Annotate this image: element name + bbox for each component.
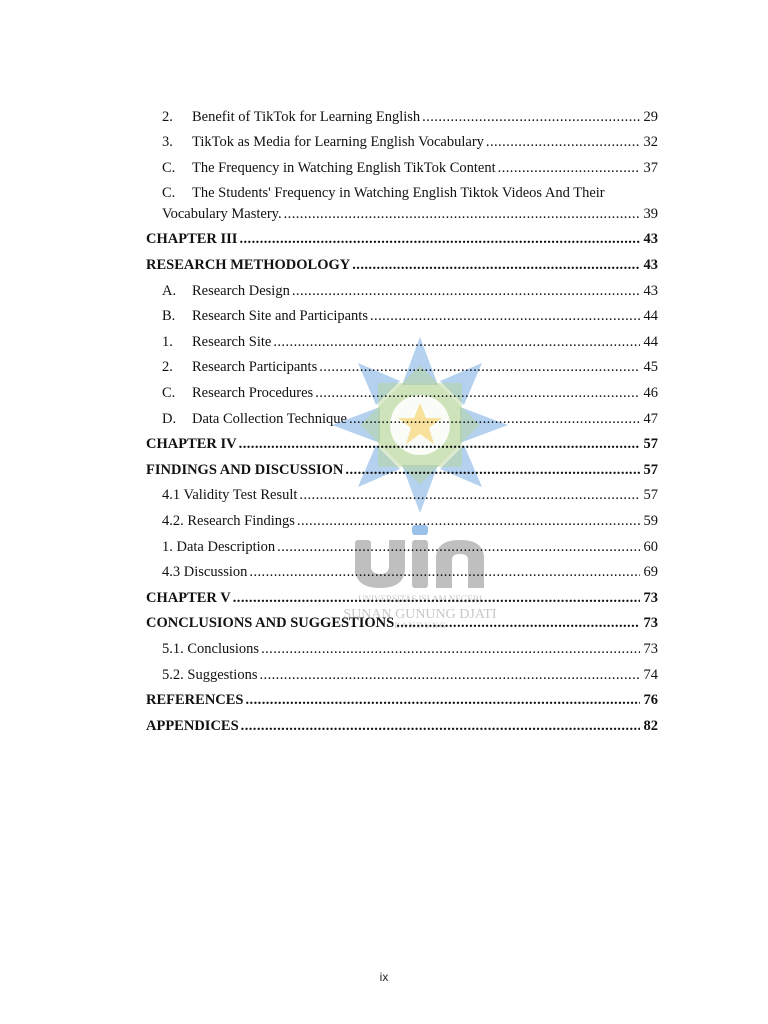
toc-leader-dots <box>292 282 640 300</box>
page-number-footer: ix <box>379 970 389 984</box>
toc-chapter-entry <box>146 453 658 479</box>
toc-entry-title: Data Collection Technique <box>192 410 347 427</box>
toc-leader-dots <box>261 640 640 658</box>
toc-entry-title: REFERENCES <box>146 692 244 709</box>
toc-entry-number: C. <box>162 385 176 402</box>
toc-entry-page: 43 <box>643 257 658 274</box>
toc-entry-page: 44 <box>643 333 658 350</box>
toc-entry-title: CHAPTER IV <box>146 436 237 453</box>
toc-entry-page: 43 <box>643 282 658 299</box>
toc-entry-title: 4.3 Discussion <box>162 564 248 581</box>
toc-leader-dots <box>370 307 640 325</box>
toc-entry <box>146 126 658 152</box>
toc-chapter-entry <box>146 709 658 735</box>
watermark-line3: B A N D U N G <box>394 621 446 630</box>
toc-entry-number: C. <box>162 185 176 202</box>
toc-entry-page: 32 <box>643 134 658 151</box>
toc-entry-page: 37 <box>643 159 658 176</box>
toc-entry-title-line1: The Students' Frequency in Watching English Tiktok Videos And Their <box>192 185 605 202</box>
toc-leader-dots <box>345 461 640 479</box>
toc-chapter-entry <box>146 684 658 710</box>
toc-entry-title: Research Participants <box>192 359 318 376</box>
toc-entry-title: 1. Data Description <box>162 538 276 555</box>
toc-entry-page: 60 <box>643 538 658 555</box>
toc-entry <box>146 504 658 530</box>
toc-leader-dots <box>277 538 640 556</box>
toc-entry-multiline <box>146 177 658 223</box>
toc-entry <box>146 100 658 126</box>
toc-entry <box>146 632 658 658</box>
toc-entry-number: D. <box>162 410 177 427</box>
toc-entry-title: CHAPTER III <box>146 231 238 248</box>
toc-leader-dots <box>299 486 640 504</box>
toc-entry-title: Research Site <box>192 333 272 350</box>
toc-entry-page: 73 <box>643 615 658 632</box>
toc-entry-number: 2. <box>162 108 173 125</box>
toc-leader-dots <box>319 358 640 376</box>
toc-entry-page: 59 <box>643 513 658 529</box>
toc-entry-page: 57 <box>643 436 658 453</box>
toc-entry-title: Research Site and Participants <box>192 308 368 325</box>
toc-entry <box>146 325 658 351</box>
toc-entry-title: 4.1 Validity Test Result <box>162 487 298 504</box>
toc-entry-number: B. <box>162 308 176 325</box>
toc-entry-title: 4.2. Research Findings <box>162 513 295 529</box>
toc-entry-page: 57 <box>643 461 658 478</box>
toc-leader-dots <box>241 717 640 735</box>
toc-entry-page: 39 <box>643 205 658 222</box>
toc-entry-title: CONCLUSIONS AND SUGGESTIONS <box>146 615 395 632</box>
toc-chapter-entry <box>146 428 658 454</box>
watermark-line1: UNIVERSITAS ISLAM NEGERI <box>358 594 482 604</box>
toc-entry-title: 5.1. Conclusions <box>162 640 260 657</box>
toc-entry-page: 69 <box>643 564 658 581</box>
toc-entry <box>146 351 658 377</box>
toc-entry-number: C. <box>162 159 176 176</box>
toc-leader-dots <box>273 333 640 351</box>
toc-leader-dots <box>396 614 640 632</box>
toc-entry-title: RESEARCH METHODOLOGY <box>146 257 351 274</box>
toc-chapter-entry <box>146 607 658 633</box>
toc-entry-title: APPENDICES <box>146 717 239 734</box>
watermark-line2: SUNAN GUNUNG DJATI <box>343 607 497 622</box>
toc-leader-dots <box>498 159 640 177</box>
toc-entry-page: 74 <box>643 666 658 683</box>
toc-entry-page: 57 <box>643 487 658 504</box>
toc-entry-page: 73 <box>643 640 658 657</box>
toc-leader-dots <box>233 589 640 607</box>
toc-leader-dots <box>422 108 640 126</box>
toc-entry-page: 46 <box>643 385 658 402</box>
toc-entry-title: 5.2. Suggestions <box>162 666 258 683</box>
toc-entry-page: 82 <box>643 717 658 734</box>
toc-entry-page: 29 <box>643 108 658 125</box>
toc-leader-dots <box>315 384 640 402</box>
toc-entry-number: 1. <box>162 333 173 350</box>
toc-entry <box>146 274 658 300</box>
toc-entry-title: Benefit of TikTok for Learning English <box>192 108 421 125</box>
toc-entry <box>146 402 658 428</box>
toc-entry <box>146 151 658 177</box>
toc-entry-page: 43 <box>643 231 658 248</box>
toc-leader-dots <box>246 691 641 709</box>
toc-entry <box>146 376 658 402</box>
toc-entry-number: A. <box>162 282 177 299</box>
toc-entry-page: 76 <box>643 692 658 709</box>
toc-entry-page: 44 <box>643 308 658 325</box>
toc-leader-dots <box>259 666 640 684</box>
table-of-contents <box>146 100 658 735</box>
toc-entry <box>146 530 658 556</box>
toc-entry-number: 2. <box>162 359 173 376</box>
toc-leader-dots <box>239 435 640 453</box>
toc-leader-dots <box>297 512 640 530</box>
toc-leader-dots <box>486 133 640 151</box>
toc-entry-title-line2: Vocabulary Mastery. <box>162 205 282 222</box>
toc-chapter-entry <box>146 581 658 607</box>
toc-entry-title: FINDINGS AND DISCUSSION <box>146 461 344 478</box>
toc-entry <box>146 479 658 505</box>
toc-leader-dots <box>284 205 640 223</box>
toc-entry <box>146 556 658 582</box>
toc-chapter-entry <box>146 248 658 274</box>
toc-entry-title: Research Procedures <box>192 385 314 402</box>
toc-leader-dots <box>349 410 640 428</box>
toc-entry <box>146 658 658 684</box>
toc-leader-dots <box>352 256 640 274</box>
toc-leader-dots <box>249 563 640 581</box>
toc-entry-number: 3. <box>162 134 173 151</box>
toc-entry-title: TikTok as Media for Learning English Vocabulary <box>192 134 484 151</box>
toc-leader-dots <box>239 230 640 248</box>
toc-entry-page: 45 <box>643 359 658 376</box>
toc-entry-page: 47 <box>643 410 658 427</box>
toc-chapter-entry <box>146 223 658 249</box>
toc-entry-page: 73 <box>643 589 658 606</box>
toc-entry-title: Research Design <box>192 282 290 299</box>
toc-entry-title: The Frequency in Watching English TikTok Content <box>192 159 496 176</box>
toc-entry <box>146 300 658 326</box>
toc-entry-title: CHAPTER V <box>146 589 231 606</box>
